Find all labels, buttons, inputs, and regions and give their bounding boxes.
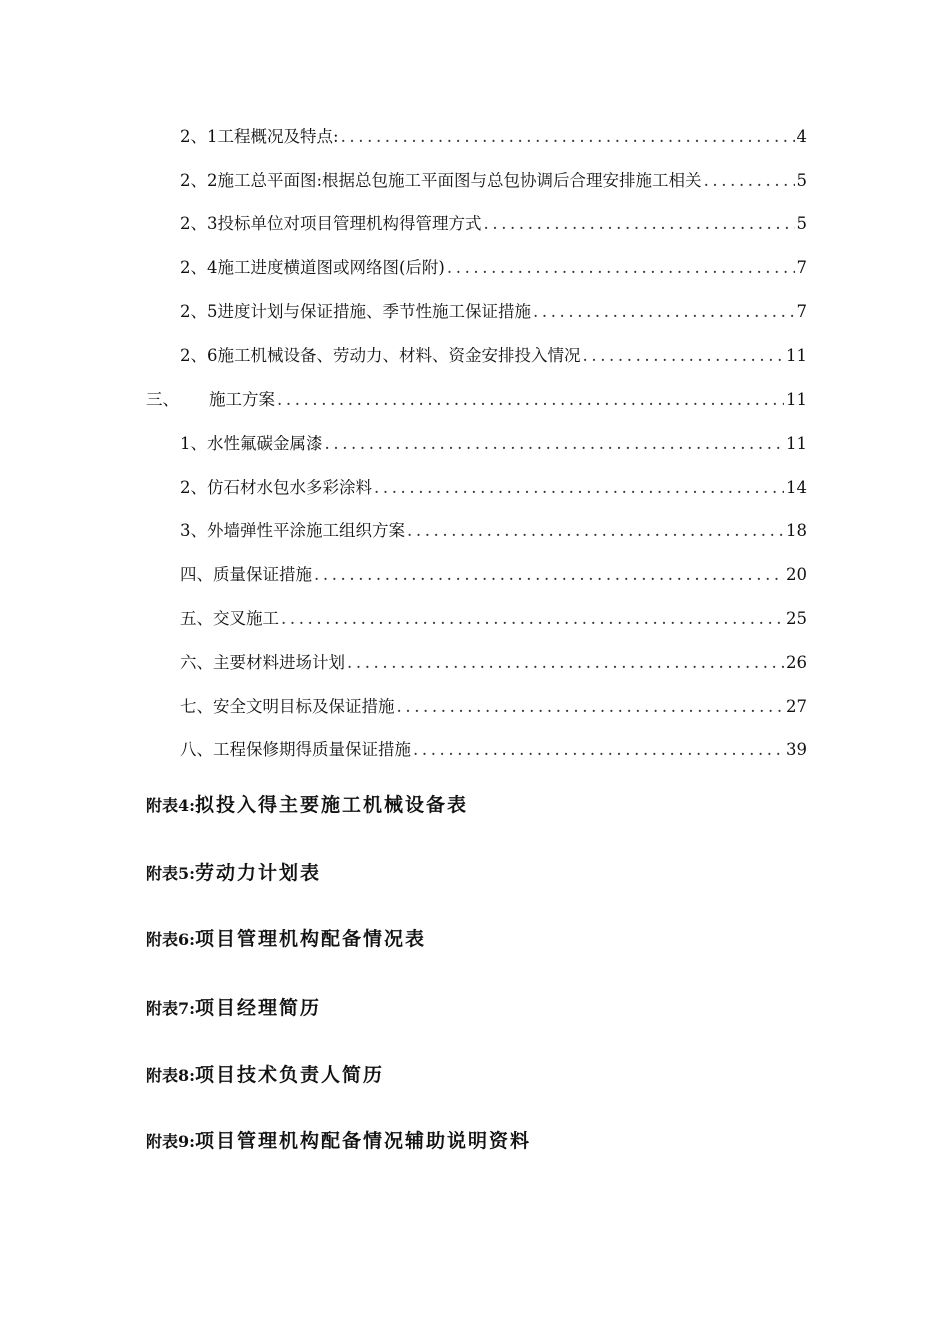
- toc-entry-title: 2、4施工进度横道图或网络图(后附): [180, 258, 445, 277]
- toc-entry-title: [146, 389, 275, 411]
- appendix-heading: [146, 1126, 531, 1153]
- toc-entry-title: 七、安全文明目标及保证措施: [180, 697, 395, 716]
- toc-entry-page: 26: [786, 653, 807, 672]
- toc-entry-number: 三、: [146, 390, 179, 409]
- appendix-heading: [146, 924, 426, 951]
- toc-entry-page: 7: [796, 302, 807, 321]
- toc-entry-page: 4: [796, 127, 807, 146]
- toc-entry-page: 5: [796, 214, 807, 233]
- toc-entry[interactable]: [180, 564, 807, 586]
- toc-entry-page: 39: [786, 740, 807, 759]
- toc-leader-dots: [314, 564, 784, 586]
- toc-leader-dots: [583, 345, 785, 367]
- appendix-title: 项目管理机构配备情况表: [195, 928, 427, 950]
- toc-entry-title: 五、交叉施工: [180, 609, 279, 628]
- toc-leader-dots: [413, 739, 784, 761]
- toc-entry[interactable]: [180, 477, 807, 499]
- appendix-prefix: 附表7:: [146, 999, 196, 1018]
- toc-entry[interactable]: [180, 301, 807, 323]
- toc-leader-dots: [407, 520, 784, 542]
- toc-entry-title: 2、2施工总平面图:根据总包施工平面图与总包协调后合理安排施工相关: [180, 171, 702, 190]
- appendix-prefix: 附表9:: [146, 1132, 196, 1151]
- toc-entry[interactable]: [180, 520, 807, 542]
- toc-entry[interactable]: [180, 608, 807, 630]
- toc-leader-dots: [533, 301, 795, 323]
- toc-entry[interactable]: [180, 170, 807, 192]
- toc-leader-dots: [704, 170, 795, 192]
- toc-entry[interactable]: [180, 433, 807, 455]
- toc-entry-page: 11: [786, 390, 807, 409]
- toc-entry-title: 2、1工程概况及特点:: [180, 127, 339, 146]
- toc-leader-dots: [347, 652, 784, 674]
- toc-entry-page: 11: [786, 434, 807, 453]
- toc-leader-dots: [277, 389, 784, 411]
- toc-entry-page: 20: [786, 565, 807, 584]
- toc-entry-title: 八、工程保修期得质量保证措施: [180, 740, 411, 759]
- toc-leader-dots: [374, 477, 784, 499]
- toc-entry-title: 2、3投标单位对项目管理机构得管理方式: [180, 214, 482, 233]
- appendix-heading: [146, 790, 468, 817]
- toc-entry[interactable]: [180, 126, 807, 148]
- toc-entry-title: 六、主要材料进场计划: [180, 653, 345, 672]
- toc-entry[interactable]: [180, 696, 807, 718]
- appendix-prefix: 附表5:: [146, 864, 196, 883]
- toc-entry[interactable]: [180, 739, 807, 761]
- toc-entry-page: 5: [796, 171, 807, 190]
- toc-entry-title: 2、6施工机械设备、劳动力、材料、资金安排投入情况: [180, 346, 581, 365]
- appendix-prefix: 附表4:: [146, 796, 196, 815]
- toc-entry-page: 11: [786, 346, 807, 365]
- toc-leader-dots: [397, 696, 785, 718]
- toc-entry-page: 25: [786, 609, 807, 628]
- appendix-title: 拟投入得主要施工机械设备表: [195, 794, 469, 816]
- toc-entry-label: 施工方案: [209, 390, 275, 409]
- appendix-title: 项目管理机构配备情况辅助说明资料: [195, 1130, 532, 1152]
- toc-entry-title: 2、5进度计划与保证措施、季节性施工保证措施: [180, 302, 531, 321]
- toc-leader-dots: [484, 213, 795, 235]
- toc-entry-page: 18: [786, 521, 807, 540]
- toc-entry-page: 14: [786, 478, 807, 497]
- toc-entry-title: 1、水性氟碳金属漆: [180, 434, 323, 453]
- appendix-heading: [146, 858, 321, 885]
- appendix-heading: [146, 1060, 384, 1087]
- toc-entry[interactable]: [146, 389, 807, 411]
- toc-entry[interactable]: [180, 213, 807, 235]
- appendix-title: 项目经理简历: [195, 997, 322, 1019]
- toc-entry-page: 7: [796, 258, 807, 277]
- appendix-title: 项目技术负责人简历: [195, 1064, 385, 1086]
- toc-leader-dots: [325, 433, 785, 455]
- toc-entry[interactable]: [180, 257, 807, 279]
- appendix-prefix: 附表8:: [146, 1066, 196, 1085]
- toc-leader-dots: [447, 257, 795, 279]
- toc-leader-dots: [341, 126, 795, 148]
- appendix-prefix: 附表6:: [146, 930, 196, 949]
- toc-entry-title: 3、外墙弹性平涂施工组织方案: [180, 521, 405, 540]
- toc-leader-dots: [281, 608, 784, 630]
- appendix-heading: [146, 993, 321, 1020]
- toc-entry[interactable]: [180, 652, 807, 674]
- appendix-title: 劳动力计划表: [195, 862, 322, 884]
- toc-entry-title: 四、质量保证措施: [180, 565, 312, 584]
- toc-entry[interactable]: [180, 345, 807, 367]
- toc-entry-title: 2、仿石材水包水多彩涂料: [180, 478, 372, 497]
- toc-entry-page: 27: [786, 697, 807, 716]
